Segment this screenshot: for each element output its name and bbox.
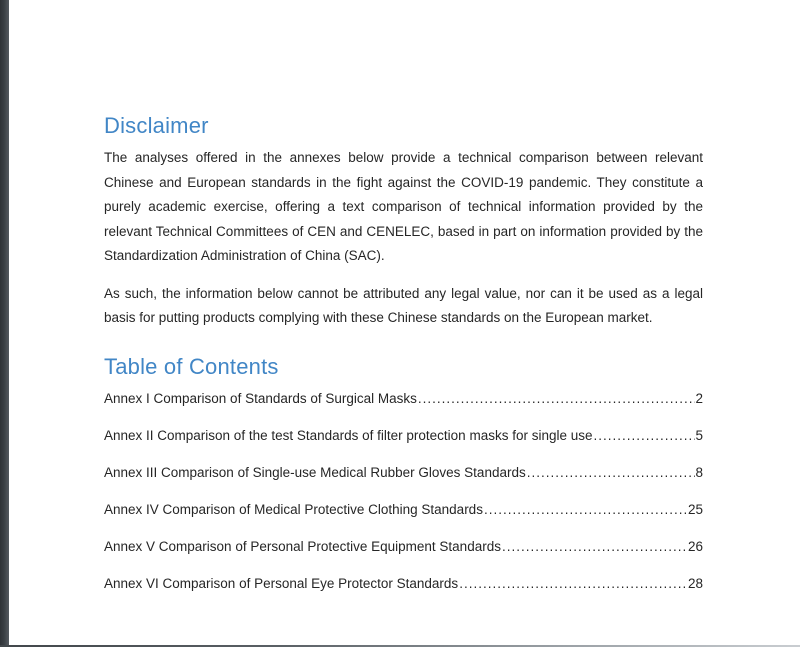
toc-dot-leader xyxy=(483,502,688,518)
toc-entry-annex-ii[interactable] xyxy=(104,428,703,444)
toc-dot-leader xyxy=(501,539,688,555)
toc-entry-title: Annex VI Comparison of Personal Eye Protector Standards xyxy=(104,575,459,591)
toc-entry-title: Annex V Comparison of Personal Protective Equipment Standards xyxy=(104,538,501,554)
toc-page-number: 5 xyxy=(695,427,703,443)
toc-entry-annex-iv[interactable] xyxy=(104,502,703,518)
disclaimer-paragraph-1: The analyses offered in the annexes below provide a technical comparison between relevant Chinese and European standards in the fight against the COVID-19 pandemic. They constitute a purely academic exercise, offering a text comparison of technical information provided by the relevant Technical Committees of CEN and CENELEC, based in part on information provided by the Standardization Administration of China (SAC). xyxy=(104,150,703,263)
toc-entry-title: Annex I Comparison of Standards of Surgical Masks xyxy=(104,390,417,406)
toc-heading: Table of Contents xyxy=(104,353,279,379)
toc-entry-annex-vi[interactable] xyxy=(104,576,703,592)
toc-page-number: 25 xyxy=(687,501,703,517)
disclaimer-heading: Disclaimer xyxy=(104,113,209,138)
toc-entry-title: Annex III Comparison of Single-use Medical Rubber Gloves Standards xyxy=(104,464,526,480)
disclaimer-paragraph-2: As such, the information below cannot be attributed any legal value, nor can it be used as a legal basis for putting products complying with these Chinese standards on the European market. xyxy=(104,285,703,325)
toc-entry-title: Annex IV Comparison of Medical Protective Clothing Standards xyxy=(104,501,483,517)
toc-entry-title: Annex II Comparison of the test Standards of filter protection masks for single use xyxy=(104,427,593,443)
page-edge-left xyxy=(0,0,9,647)
toc-entry-annex-iii[interactable] xyxy=(104,465,703,481)
toc-page-number: 2 xyxy=(695,390,703,406)
document-content xyxy=(104,0,703,613)
toc-page-number: 8 xyxy=(695,464,703,480)
toc-list xyxy=(104,391,703,592)
toc-page-number: 28 xyxy=(687,575,703,591)
toc-entry-annex-v[interactable] xyxy=(104,539,703,555)
toc-dot-leader xyxy=(593,428,696,444)
toc-dot-leader xyxy=(458,576,688,592)
toc-dot-leader xyxy=(417,391,696,407)
toc-page-number: 26 xyxy=(687,538,703,554)
toc-dot-leader xyxy=(526,465,696,481)
toc-entry-annex-i[interactable] xyxy=(104,391,703,407)
